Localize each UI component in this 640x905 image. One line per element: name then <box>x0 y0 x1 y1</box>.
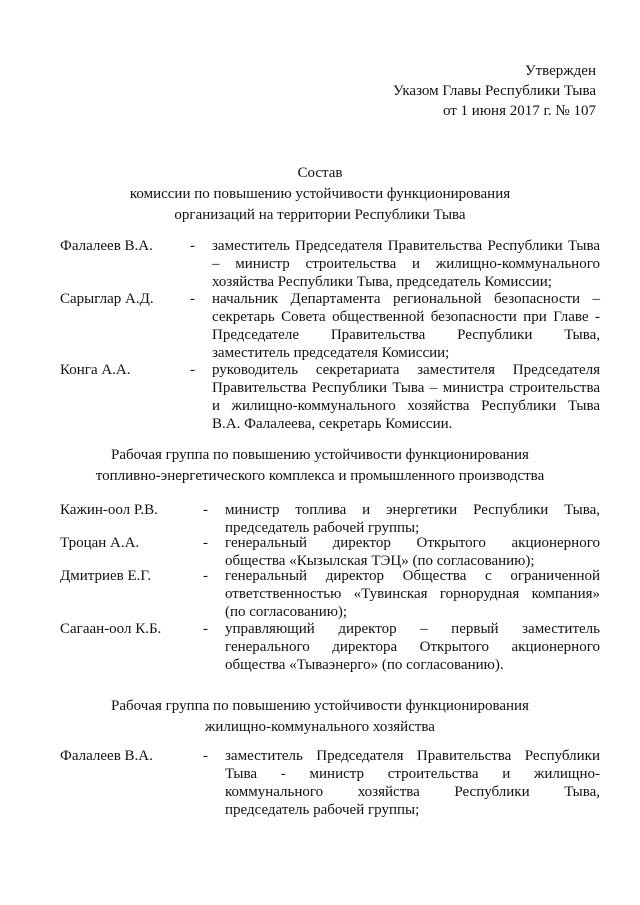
role-line: коммунального хозяйства Республики Тыва, <box>225 784 600 800</box>
member-name: Троцан А.А. <box>60 535 140 551</box>
member-dash: - <box>203 568 208 584</box>
role-line: заместитель председателя Комиссии; <box>212 345 450 361</box>
role-line: управляющий директор – первый заместитель <box>225 621 600 637</box>
title-line-2: комиссии по повышению устойчивости функционирования <box>129 186 511 202</box>
member-role <box>212 290 600 362</box>
role-line: общества «Кызылская ТЭЦ» (по согласованию); <box>225 553 535 569</box>
member-role <box>225 747 600 819</box>
role-line: министр топлива и энергетики Республики Тыва, <box>225 502 600 518</box>
role-line: Правительства Республики Тыва – министра строительства <box>212 380 600 396</box>
group1-title-line-1: Рабочая группа по повышению устойчивости функционирования <box>111 447 529 463</box>
document-title <box>0 164 640 227</box>
approval-line-3: от 1 июня 2017 г. № 107 <box>442 103 596 119</box>
title-line-1: Состав <box>297 165 343 181</box>
member-name: Сарыглар А.Д. <box>60 291 154 307</box>
group2-title-line-1: Рабочая группа по повышению устойчивости функционирования <box>111 698 529 714</box>
group2-title <box>0 697 640 739</box>
title-line-3: организаций на территории Республики Тыва <box>174 207 466 223</box>
member-name: Конга А.А. <box>60 362 131 378</box>
group1-title-line-2: топливно-энергетического комплекса и промышленного производства <box>95 468 545 484</box>
approval-stamp <box>393 62 596 122</box>
role-line: секретарь Совета общественной безопасности при Главе - <box>212 309 600 325</box>
role-line: руководитель секретариата заместителя Председателя <box>212 362 600 378</box>
approval-line-1: Утвержден <box>524 63 596 79</box>
member-dash: - <box>190 362 195 378</box>
role-line: председатель рабочей группы; <box>225 520 420 536</box>
member-dash: - <box>203 621 208 637</box>
member-dash: - <box>190 291 195 307</box>
role-line: председатель рабочей группы; <box>225 802 420 818</box>
member-dash: - <box>190 238 195 254</box>
group1-title <box>0 446 640 488</box>
member-name: Кажин-оол Р.В. <box>60 502 158 518</box>
role-line: заместитель Председателя Правительства Республики Тыва <box>212 238 600 254</box>
member-role <box>212 361 600 433</box>
role-line: генеральный директор Открытого акционерного <box>225 535 600 551</box>
member-name: Сагаан-оол К.Б. <box>60 621 162 637</box>
member-dash: - <box>203 748 208 764</box>
member-dash: - <box>203 502 208 518</box>
role-line: В.А. Фалалеева, секретарь Комиссии. <box>212 416 453 432</box>
role-line: Председателе Правительства Республики Тыва, <box>212 327 600 343</box>
member-role <box>225 620 600 674</box>
role-line: хозяйства Республики Тыва, председатель Комиссии; <box>212 274 552 290</box>
member-role <box>225 501 600 537</box>
role-line: ответственностью «Тувинская горнорудная компания» <box>225 586 600 602</box>
member-name: Дмитриев Е.Г. <box>60 568 152 584</box>
role-line: (по согласованию); <box>225 604 348 620</box>
role-line: начальник Департамента региональной безопасности – <box>212 291 600 307</box>
group2-title-line-2: жилищно-коммунального хозяйства <box>205 719 435 735</box>
member-role <box>225 567 600 621</box>
role-line: и жилищно-коммунального хозяйства Республики Тыва <box>212 398 600 414</box>
role-line: общества «Тываэнерго» (по согласованию). <box>225 657 504 673</box>
member-name: Фалалеев В.А. <box>60 238 153 254</box>
member-dash: - <box>203 535 208 551</box>
role-line: генеральный директор Общества с ограниченной <box>225 568 600 584</box>
approval-line-2: Указом Главы Республики Тыва <box>393 83 596 99</box>
member-role <box>225 534 600 570</box>
role-line: заместитель Председателя Правительства Республики <box>225 748 600 764</box>
role-line: – министр строительства и жилищно-коммунального <box>212 256 600 272</box>
member-name: Фалалеев В.А. <box>60 748 153 764</box>
role-line: генерального директора Открытого акционерного <box>225 639 600 655</box>
role-line: Тыва - министр строительства и жилищно- <box>225 766 600 782</box>
member-role <box>212 237 600 291</box>
